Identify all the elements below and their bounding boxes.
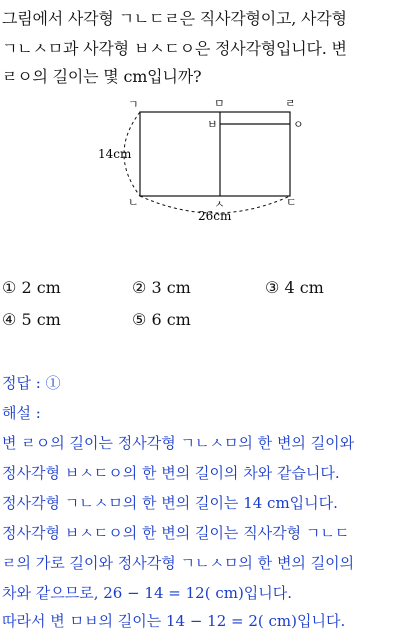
label-d: ㄷ <box>286 196 297 209</box>
choice-text: 2 cm <box>21 278 61 297</box>
choice-number: ① <box>2 278 17 297</box>
question-line-1: 그림에서 사각형 ㄱㄴㄷㄹ은 직사각형이고, 사각형 <box>2 9 347 28</box>
label-n: ㄴ <box>128 196 139 209</box>
explanation-line-5: ㄹ의 가로 길이와 정사각형 ㄱㄴㅅㅁ의 한 변의 길이의 <box>2 554 355 572</box>
rectangle-figure <box>86 94 316 226</box>
choice-text: 3 cm <box>151 278 191 297</box>
choice-2[interactable] <box>132 278 191 297</box>
explanation-line-1: 변 ㄹㅇ의 길이는 정사각형 ㄱㄴㅅㅁ의 한 변의 길이와 <box>2 434 355 452</box>
answer-label: 정답 : ① <box>2 374 61 392</box>
choice-3[interactable] <box>265 278 324 297</box>
choice-number: ⑤ <box>132 310 147 329</box>
choice-text: 6 cm <box>151 310 191 329</box>
label-b: ㅂ <box>207 118 218 131</box>
choice-text: 4 cm <box>284 278 324 297</box>
explanation-line-3: 정사각형 ㄱㄴㅅㅁ의 한 변의 길이는 14 cm입니다. <box>2 494 338 512</box>
choice-1[interactable] <box>2 278 61 297</box>
choice-4[interactable] <box>2 310 61 329</box>
width-label: 26cm <box>198 209 232 223</box>
explanation-title: 해설 : <box>2 404 41 422</box>
label-m: ㅁ <box>214 97 225 110</box>
label-r: ㄹ <box>285 97 296 110</box>
explanation-line-6: 차와 같으므로, 26 − 14 = 12( cm)입니다. <box>2 584 293 602</box>
choice-number: ② <box>132 278 147 297</box>
explanation-line-2: 정사각형 ㅂㅅㄷㅇ의 한 변의 길이의 차와 같습니다. <box>2 464 340 482</box>
height-label: 14cm <box>98 147 132 161</box>
choice-5[interactable] <box>132 310 191 329</box>
choice-text: 5 cm <box>21 310 61 329</box>
choice-number: ③ <box>265 278 280 297</box>
label-g: ㄱ <box>128 98 139 111</box>
explanation-line-7: 따라서 변 ㅁㅂ의 길이는 14 − 12 = 2( cm)입니다. <box>2 612 346 630</box>
question-line-3: ㄹㅇ의 길이는 몇 cm입니까? <box>2 67 202 86</box>
explanation-line-4: 정사각형 ㅂㅅㄷㅇ의 한 변의 길이는 직사각형 ㄱㄴㄷ <box>2 524 350 542</box>
choice-number: ④ <box>2 310 17 329</box>
label-s: ㅅ <box>214 198 225 211</box>
label-o: ㅇ <box>293 118 304 131</box>
question-line-2: ㄱㄴㅅㅁ과 사각형 ㅂㅅㄷㅇ은 정사각형입니다. 변 <box>2 39 347 58</box>
